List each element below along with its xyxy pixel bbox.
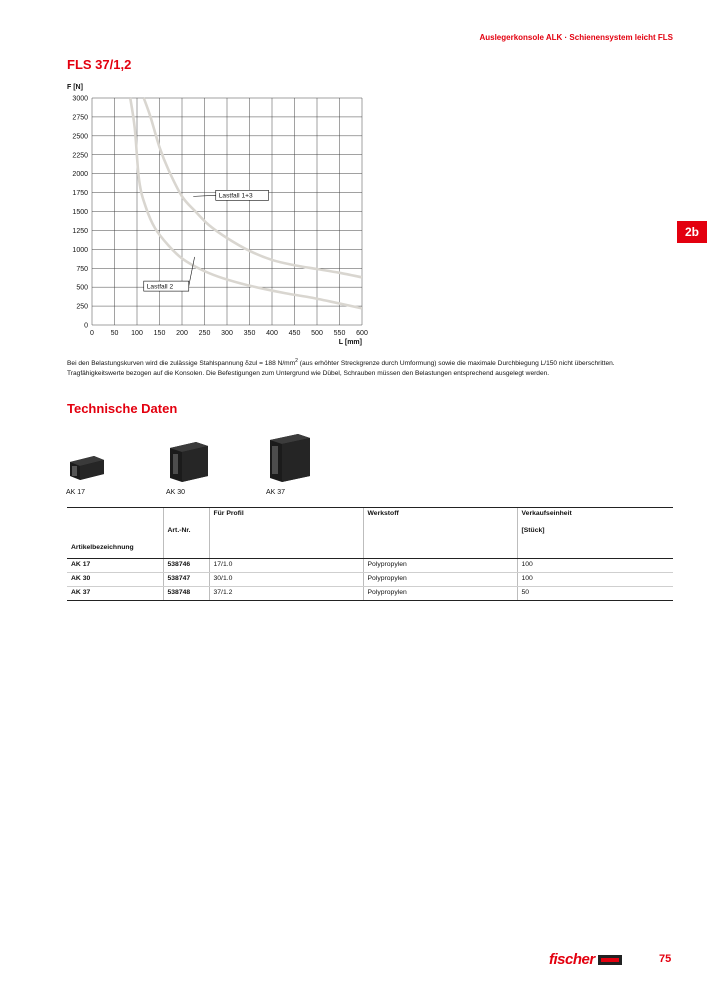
- series-line-2: [130, 98, 362, 308]
- x-tick-label: 400: [266, 330, 278, 337]
- cell-werkstoff: Polypropylen: [363, 559, 517, 573]
- cell-werkstoff: Polypropylen: [363, 573, 517, 587]
- chart-section-title: FLS 37/1,2: [67, 57, 132, 72]
- y-tick-label: 2750: [72, 114, 88, 122]
- header-title: Auslegerkonsole ALK · Schienensystem leicht FLS: [479, 33, 673, 42]
- chapter-tab-label: 2b: [684, 225, 699, 239]
- cell-ve: 100: [517, 559, 673, 573]
- tech-section-title: Technische Daten: [67, 401, 178, 416]
- table-row: [67, 573, 673, 587]
- cell-name: AK 37: [67, 587, 163, 601]
- load-note: [67, 356, 687, 379]
- note-line-2: Tragfähigkeitswerte bezogen auf die Konsolen. Die Befestigungen zum Untergrund wie Dübel, Schrauben müssen den Belastungen entsprechend ausgelegt werden.: [67, 370, 550, 378]
- annotation-label: Lastfall 2: [146, 283, 174, 291]
- table-row: [67, 559, 673, 573]
- header-stueck: [Stück]: [517, 525, 673, 542]
- header-artnr: Art.-Nr.: [163, 525, 209, 542]
- y-tick-label: 250: [76, 303, 88, 311]
- annotation-label: Lastfall 1+3: [218, 192, 253, 200]
- header-empty: [163, 508, 209, 526]
- x-tick-label: 600: [356, 330, 368, 337]
- cell-name: AK 30: [67, 573, 163, 587]
- product-ak17: [66, 452, 106, 496]
- x-tick-label: 250: [198, 330, 211, 337]
- y-tick-label: 1250: [72, 227, 88, 235]
- ak37-image: [266, 432, 312, 484]
- page-number: 75: [659, 953, 672, 965]
- x-tick-label: 500: [311, 330, 323, 337]
- logo-wordmark: fischer: [549, 951, 595, 968]
- header-verkaufseinheit: Verkaufseinheit: [517, 508, 673, 526]
- annotation-leader: [189, 257, 195, 286]
- ak17-image: [66, 452, 106, 484]
- cell-artnr: 538748: [163, 587, 209, 601]
- table-row: [67, 587, 673, 601]
- chapter-tab[interactable]: [677, 221, 707, 243]
- x-tick-label: 0: [90, 330, 94, 337]
- product-label: AK 17: [66, 489, 86, 496]
- header-empty: [67, 508, 163, 526]
- y-axis-label: F [N]: [67, 84, 83, 91]
- y-tick-label: 500: [76, 284, 88, 292]
- product-ak37: [266, 432, 312, 496]
- y-tick-label: 1000: [72, 246, 88, 254]
- cell-werkstoff: Polypropylen: [363, 587, 517, 601]
- cell-artnr: 538747: [163, 573, 209, 587]
- x-tick-label: 300: [221, 330, 233, 337]
- x-axis-label: L [mm]: [338, 339, 362, 346]
- cell-name: AK 17: [67, 559, 163, 573]
- y-tick-label: 2500: [72, 133, 88, 141]
- y-tick-label: 1500: [72, 209, 88, 216]
- x-tick-label: 150: [153, 330, 166, 337]
- header-werkstoff: Werkstoff: [363, 508, 517, 526]
- y-tick-label: 750: [76, 265, 88, 273]
- x-tick-label: 550: [333, 330, 346, 337]
- header-bezeichnung: Artikelbezeichnung: [67, 542, 163, 559]
- product-label: AK 30: [166, 489, 186, 496]
- cell-artnr: 538746: [163, 559, 209, 573]
- logo-mark-icon: [598, 955, 622, 965]
- y-tick-label: 0: [84, 322, 88, 330]
- x-tick-label: 200: [176, 330, 188, 337]
- cell-profil: 17/1.0: [209, 559, 363, 573]
- y-tick-label: 3000: [72, 95, 88, 103]
- x-tick-label: 450: [288, 330, 301, 337]
- product-label: AK 37: [266, 489, 286, 496]
- cell-ve: 100: [517, 573, 673, 587]
- note-line-1: Bei den Belastungskurven wird die zulässige Stahlspannung δzul = 188 $N/mm^2$ (aus erhöhter Streckgrenze durch Umformung) sowie die maximale Durchbiegung L/150 nicht überschritten.: [67, 358, 615, 368]
- y-tick-label: 2000: [72, 171, 88, 179]
- y-tick-label: 2250: [72, 152, 88, 160]
- ak30-image: [166, 440, 210, 484]
- series-line-1: [144, 98, 362, 277]
- fischer-logo: [549, 951, 622, 968]
- x-tick-label: 350: [243, 330, 256, 337]
- load-chart: [55, 78, 375, 353]
- spec-table: [67, 507, 673, 601]
- cell-profil: 30/1.0: [209, 573, 363, 587]
- header-profil: Für Profil: [209, 508, 363, 526]
- cell-profil: 37/1.2: [209, 587, 363, 601]
- cell-ve: 50: [517, 587, 673, 601]
- x-tick-label: 50: [110, 330, 119, 337]
- y-tick-label: 1750: [72, 190, 88, 198]
- x-tick-label: 100: [131, 330, 143, 337]
- product-ak30: [166, 440, 210, 496]
